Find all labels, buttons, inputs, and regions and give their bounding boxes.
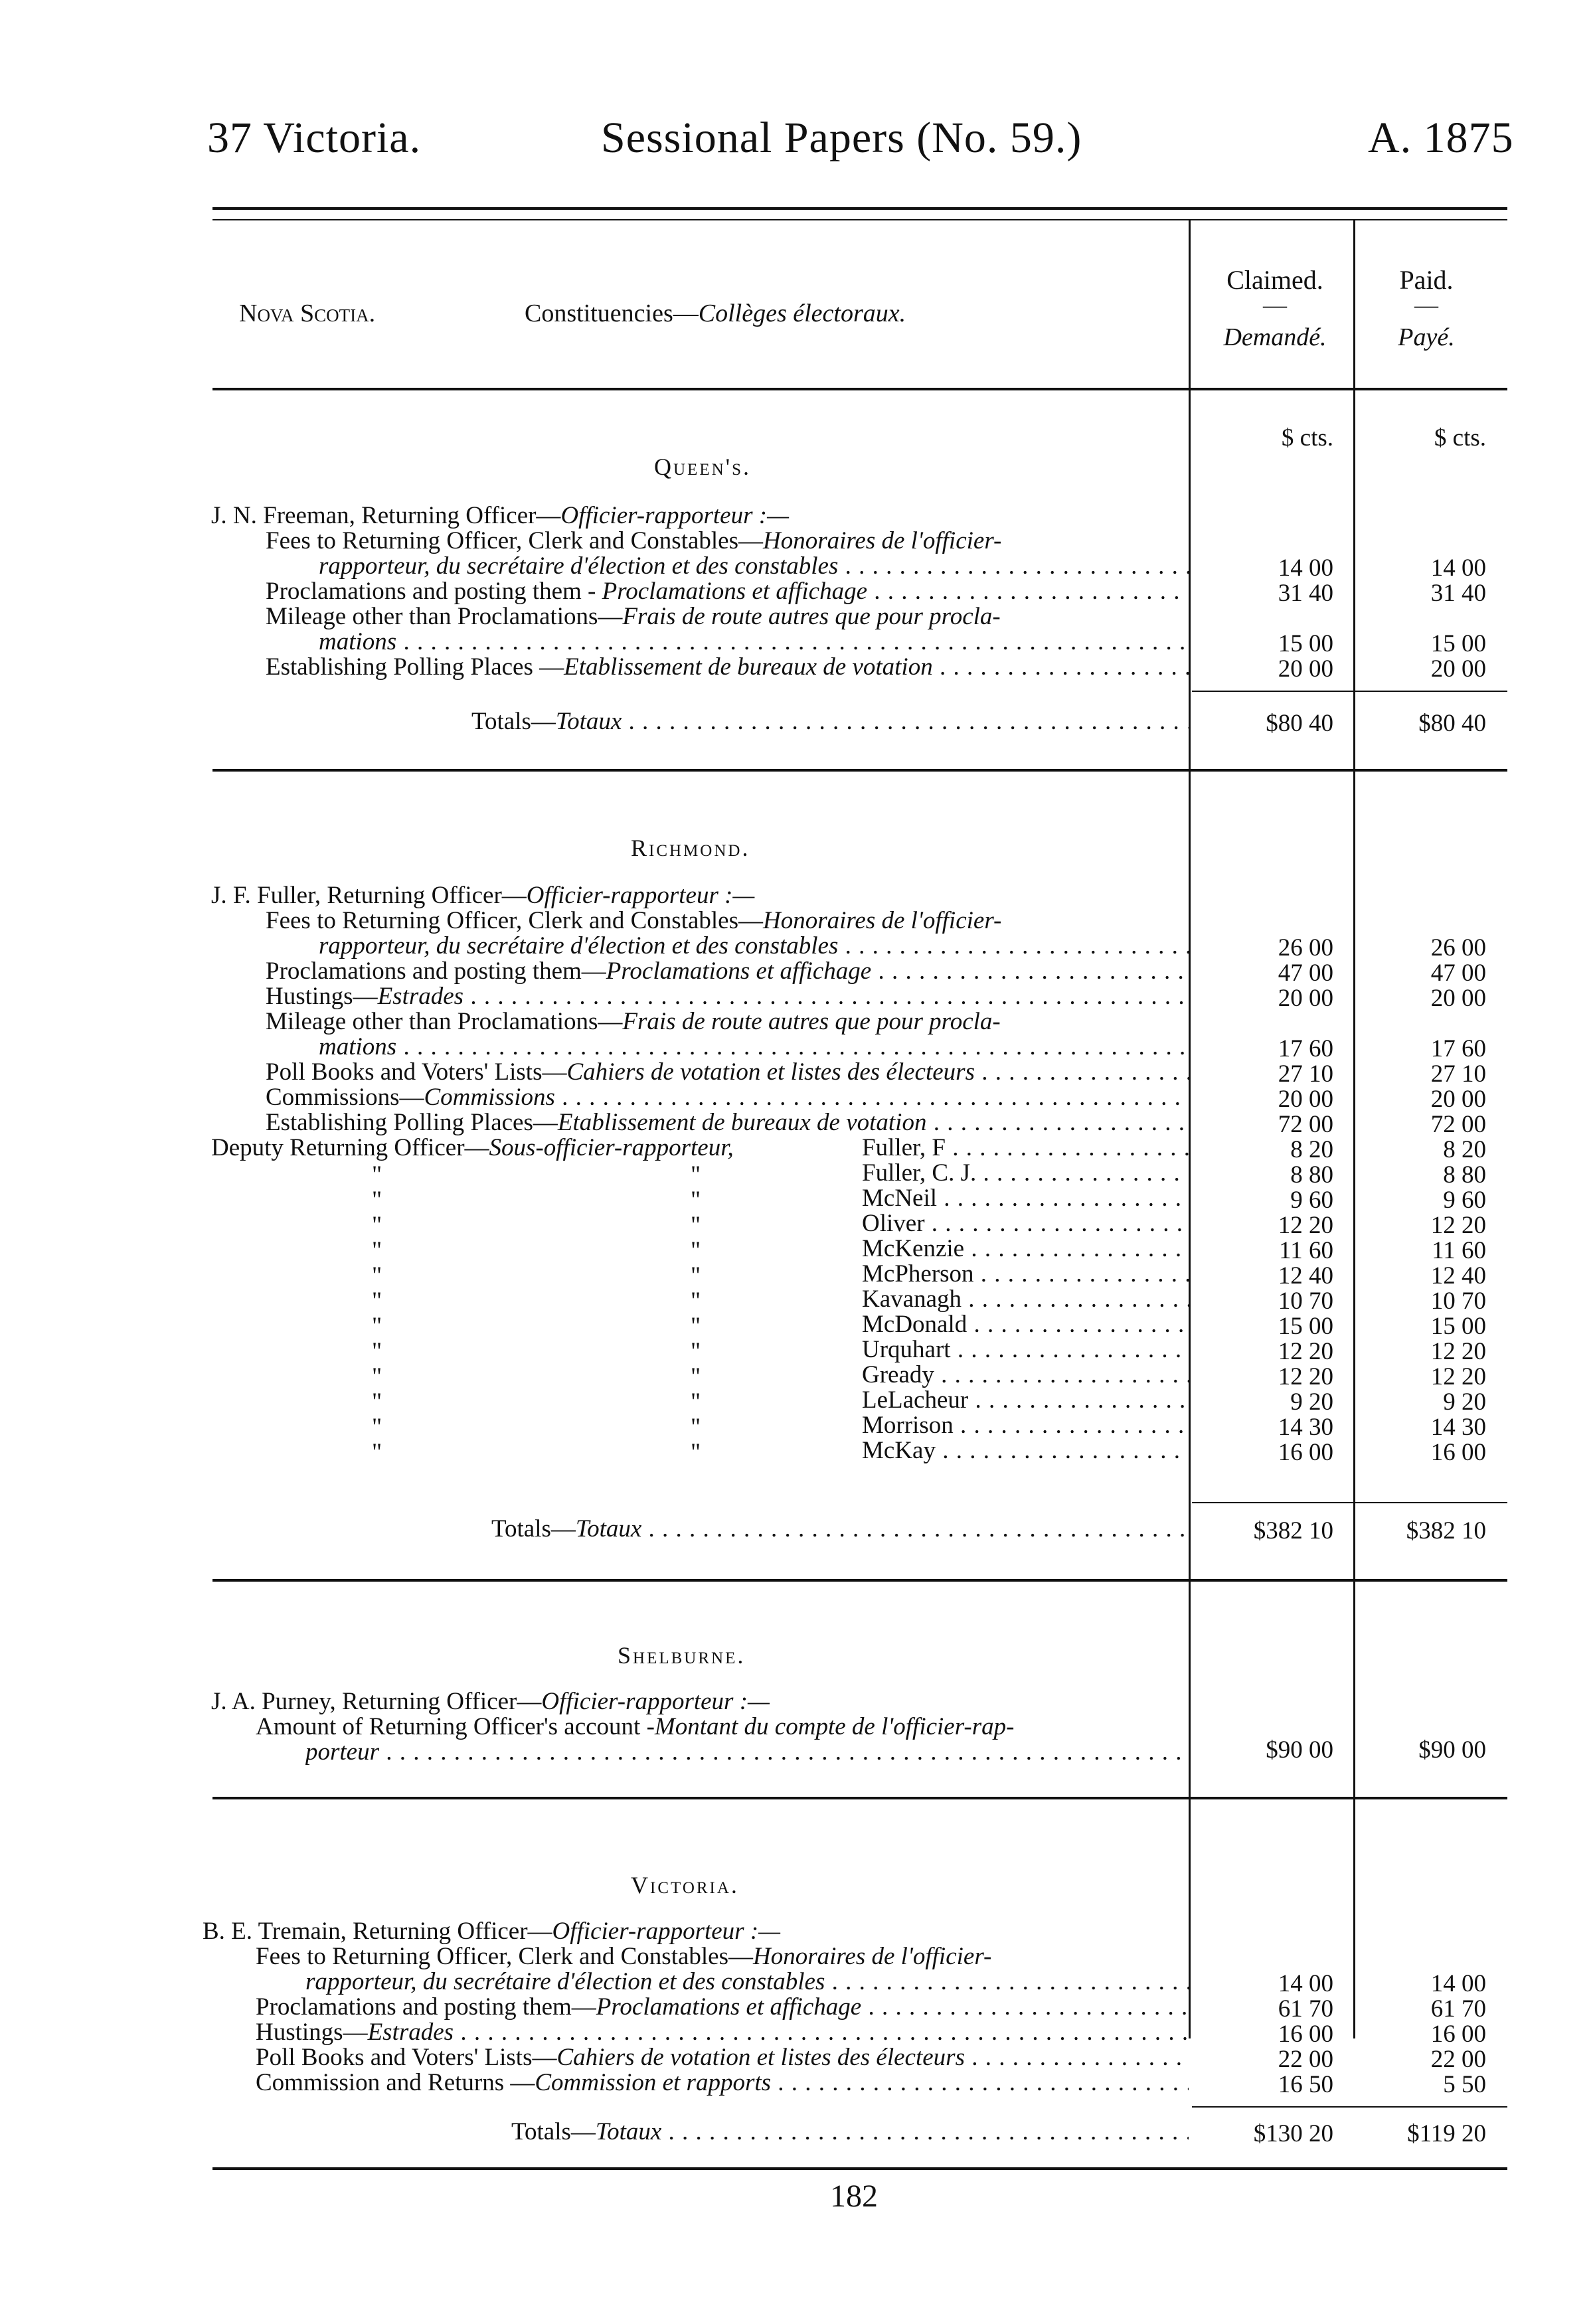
line-fr: porteur [305, 1740, 379, 1765]
totals-label: Totals— [491, 1517, 576, 1542]
deputy-name: Urquhart [862, 1337, 951, 1363]
queens-line-3 [266, 604, 1189, 629]
deputy-row [862, 1287, 1189, 1312]
richmond-line-3 [266, 984, 1189, 1009]
amount-paid: 15 00 [1430, 1313, 1486, 1340]
totals-label-fr: Totaux [595, 2119, 662, 2145]
amount-paid: 15 00 [1430, 630, 1486, 657]
officer-line-shelburne [211, 1689, 1201, 1714]
total-claimed: $80 40 [1266, 710, 1333, 737]
line-en: Mileage other than Proclamations— [266, 1009, 623, 1035]
deputy-row [862, 1236, 1189, 1262]
amount-claimed: 16 00 [1278, 2021, 1333, 2048]
amount-paid: 27 10 [1430, 1060, 1486, 1088]
ditto-mark: " [691, 1439, 701, 1466]
line-en: Hustings— [266, 984, 378, 1009]
line-en: Proclamations and posting them - [266, 579, 602, 604]
amount-paid: 9 60 [1443, 1187, 1486, 1214]
amount-claimed: 47 00 [1278, 959, 1333, 987]
bottom-rule [212, 2167, 1507, 2170]
victoria-line-2 [256, 1995, 1189, 2020]
amount-paid: 61 70 [1430, 1995, 1486, 2023]
amount-claimed: 27 10 [1278, 1060, 1333, 1088]
amount-paid: 20 00 [1430, 1086, 1486, 1113]
amount-claimed: 20 00 [1278, 985, 1333, 1012]
amount-paid: 17 60 [1430, 1035, 1486, 1062]
section-rule [212, 769, 1507, 772]
total-paid: $119 20 [1407, 2120, 1486, 2147]
amount-claimed: 14 00 [1278, 1970, 1333, 1997]
line-fr: rapporteur, du secrétaire d'élection et des constables [305, 1969, 825, 1995]
totals-label: Totals— [471, 709, 556, 734]
amount-claimed: 12 20 [1278, 1212, 1333, 1239]
officer-name: J. F. Fuller, Returning Officer— [211, 883, 527, 908]
deputy-name: Gready [862, 1363, 934, 1388]
amount-paid: 14 30 [1430, 1414, 1486, 1441]
officer-line-richmond [211, 883, 1201, 908]
amount-claimed: 12 40 [1278, 1262, 1333, 1289]
amount-paid: 12 40 [1430, 1262, 1486, 1289]
amount-claimed: 61 70 [1278, 1995, 1333, 2023]
amount-paid: 10 70 [1430, 1287, 1486, 1315]
line-en: Establishing Polling Places— [266, 1110, 558, 1135]
line-fr: Honoraires de l'officier- [753, 1944, 992, 1969]
officer-role-fr: Officier-rapporteur :— [560, 503, 789, 529]
line-fr: Cahiers de votation et listes des électeurs [556, 2045, 965, 2070]
ditto-mark: " [372, 1414, 382, 1441]
amount-claimed: 16 00 [1278, 1439, 1333, 1466]
total-claimed: $382 10 [1253, 1517, 1333, 1544]
deputy-row [862, 1438, 1189, 1463]
line-fr: Montant du compte de l'officier-rap- [654, 1714, 1015, 1740]
victoria-line-5 [256, 2070, 1189, 2096]
amount-paid: 47 00 [1430, 959, 1486, 987]
deputy-row [862, 1186, 1189, 1211]
line-fr: mations [319, 1035, 397, 1060]
deputy-name: McKenzie [862, 1236, 965, 1262]
section-rule [212, 1579, 1507, 1582]
amount-paid: 14 00 [1430, 1970, 1486, 1997]
deputy-row [862, 1161, 1189, 1186]
deputy-row [862, 1337, 1189, 1363]
amount-paid: 72 00 [1430, 1111, 1486, 1138]
ditto-mark: " [691, 1262, 701, 1289]
amount-paid: 20 00 [1430, 655, 1486, 683]
header-volume: 37 Victoria. [207, 114, 422, 162]
amount-claimed: 12 20 [1278, 1363, 1333, 1390]
totals-label-fr: Totaux [575, 1517, 642, 1542]
shelburne-line-1 [305, 1740, 1189, 1765]
ditto-mark: " [691, 1237, 701, 1264]
subtotal-rule [1192, 2106, 1507, 2108]
total-paid: $382 10 [1406, 1517, 1486, 1544]
amount-claimed: 72 00 [1278, 1111, 1333, 1138]
section-title-queens: Queen's. [654, 454, 752, 480]
ditto-mark: " [691, 1212, 701, 1239]
line-fr: Honoraires de l'officier- [763, 908, 1002, 934]
line-fr: Honoraires de l'officier- [763, 529, 1002, 554]
paid-dash: — [1414, 291, 1438, 318]
queens-line-5 [266, 655, 1189, 680]
amount-claimed: 31 40 [1278, 580, 1333, 607]
amount-paid: 16 00 [1430, 2021, 1486, 2048]
line-fr: Etablissement de bureaux de votation [557, 1110, 927, 1135]
amount-paid: 14 00 [1430, 554, 1486, 582]
amount-claimed: 12 20 [1278, 1338, 1333, 1365]
ditto-mark: " [372, 1161, 382, 1189]
victoria-line-1 [305, 1969, 1189, 1995]
richmond-line-1 [319, 934, 1189, 959]
deputy-label-fr: Sous-officier-rapporteur, [489, 1135, 734, 1161]
ditto-mark: " [372, 1187, 382, 1214]
line-en: Fees to Returning Officer, Clerk and Constables— [266, 908, 763, 934]
line-fr: Cahiers de votation et listes des électeurs [566, 1060, 975, 1085]
deputy-name: Morrison [862, 1413, 954, 1438]
ditto-mark: " [372, 1363, 382, 1390]
amount-paid: 20 00 [1430, 985, 1486, 1012]
richmond-totals [491, 1517, 1189, 1542]
section-title-richmond: Richmond. [631, 835, 750, 861]
amount-claimed: 11 60 [1279, 1237, 1333, 1264]
line-en: Amount of Returning Officer's account - [256, 1714, 655, 1740]
claimed-header: Claimed. [1226, 265, 1323, 295]
queens-line-1 [319, 554, 1189, 579]
constituencies-label [525, 299, 906, 328]
richmond-line-5 [319, 1035, 1189, 1060]
amount-claimed: 16 50 [1278, 2071, 1333, 2098]
column-divider-claimed [1189, 219, 1191, 2038]
amount-claimed: 14 30 [1278, 1414, 1333, 1441]
deputy-row [862, 1262, 1189, 1287]
total-claimed: $130 20 [1253, 2120, 1333, 2147]
amount-paid: 26 00 [1430, 934, 1486, 961]
amount-paid: 12 20 [1430, 1363, 1486, 1390]
line-fr: Frais de route autres que pour procla- [622, 1009, 1001, 1035]
richmond-line-2 [266, 959, 1189, 984]
amount-paid: 8 80 [1443, 1161, 1486, 1189]
totals-label: Totals— [511, 2119, 596, 2145]
ditto-mark: " [691, 1388, 701, 1416]
ditto-mark: " [372, 1388, 382, 1416]
queens-totals [471, 709, 1189, 734]
province-label: Nova Scotia. [239, 299, 376, 327]
officer-name: J. A. Purney, Returning Officer— [211, 1689, 542, 1714]
ditto-mark: " [691, 1363, 701, 1390]
ditto-mark: " [691, 1287, 701, 1315]
amount-paid: 31 40 [1430, 580, 1486, 607]
line-en: Establishing Polling Places — [266, 655, 564, 680]
amount-claimed: 20 00 [1278, 655, 1333, 683]
deputy-label [211, 1135, 862, 1161]
deputy-row [862, 1388, 1189, 1413]
line-fr: Estrades [377, 984, 464, 1009]
ditto-mark: " [691, 1161, 701, 1189]
amount-paid: 11 60 [1432, 1237, 1486, 1264]
claimed-header-fr: Demandé. [1223, 323, 1327, 351]
header-rule [212, 388, 1507, 390]
richmond-line-4 [266, 1009, 1189, 1035]
line-en: Mileage other than Proclamations— [266, 604, 623, 629]
line-fr: Proclamations et affichage [602, 579, 868, 604]
officer-role-fr: Officier-rapporteur :— [552, 1919, 781, 1944]
line-fr: Commissions [424, 1085, 555, 1110]
ditto-mark: " [691, 1338, 701, 1365]
total-paid: $90 00 [1418, 1736, 1486, 1764]
total-claimed: $90 00 [1266, 1736, 1333, 1764]
richmond-line-8 [266, 1110, 1189, 1135]
amount-claimed: 15 00 [1278, 630, 1333, 657]
currency-paid: $ cts. [1434, 424, 1486, 452]
victoria-line-0 [256, 1944, 1189, 1969]
line-en: Proclamations and posting them— [266, 959, 606, 984]
deputy-row [862, 1135, 1189, 1161]
amount-claimed: 14 00 [1278, 554, 1333, 582]
line-fr: Commission et rapports [535, 2070, 772, 2096]
victoria-totals [511, 2119, 1189, 2145]
amount-claimed: 20 00 [1278, 1086, 1333, 1113]
deputy-row [862, 1363, 1189, 1388]
officer-name: B. E. Tremain, Returning Officer— [203, 1919, 552, 1944]
deputy-name: Fuller, F [862, 1135, 946, 1161]
ditto-mark: " [691, 1187, 701, 1214]
line-fr: Proclamations et affichage [596, 1995, 862, 2020]
ditto-mark: " [372, 1212, 382, 1239]
victoria-line-3 [256, 2020, 1189, 2045]
ditto-mark: " [691, 1414, 701, 1441]
deputy-row [862, 1413, 1189, 1438]
richmond-line-6 [266, 1060, 1189, 1085]
amount-claimed: 26 00 [1278, 934, 1333, 961]
deputy-name: McDonald [862, 1312, 967, 1337]
section-title-shelburne: Shelburne. [618, 1642, 746, 1669]
line-en: Fees to Returning Officer, Clerk and Constables— [256, 1944, 753, 1969]
deputy-name: LeLacheur [862, 1388, 969, 1413]
amount-paid: 5 50 [1443, 2071, 1486, 2098]
amount-claimed: 22 00 [1278, 2046, 1333, 2073]
ditto-mark: " [372, 1262, 382, 1289]
line-en: Commissions— [266, 1085, 424, 1110]
ditto-mark: " [691, 1313, 701, 1340]
line-en: Poll Books and Voters' Lists— [266, 1060, 567, 1085]
ditto-mark: " [372, 1439, 382, 1466]
line-fr: Estrades [367, 2020, 454, 2045]
queens-line-2 [266, 579, 1189, 604]
line-en: Hustings— [256, 2020, 368, 2045]
ditto-mark: " [372, 1313, 382, 1340]
amount-paid: 9 20 [1443, 1388, 1486, 1416]
subtotal-rule [1192, 1502, 1507, 1503]
deputy-name: Fuller, C. J. [862, 1161, 977, 1186]
line-fr: rapporteur, du secrétaire d'élection et des constables [319, 554, 839, 579]
line-fr: Etablissement de bureaux de votation [564, 655, 933, 680]
amount-paid: 12 20 [1430, 1338, 1486, 1365]
column-divider-paid [1353, 219, 1355, 2038]
ditto-mark: " [372, 1287, 382, 1315]
deputy-name: Kavanagh [862, 1287, 962, 1312]
header-title: Sessional Papers (No. 59.) [601, 114, 1082, 162]
subtotal-rule [1192, 691, 1507, 692]
amount-claimed: 9 20 [1290, 1388, 1333, 1416]
top-rule [212, 207, 1507, 210]
officer-name: J. N. Freeman, Returning Officer— [211, 503, 561, 529]
line-fr: mations [319, 629, 397, 655]
officer-role-fr: Officier-rapporteur :— [541, 1689, 770, 1714]
deputy-name: McPherson [862, 1262, 974, 1287]
deputy-row [862, 1211, 1189, 1236]
amount-paid: 16 00 [1430, 1439, 1486, 1466]
amount-claimed: 8 20 [1290, 1136, 1333, 1163]
deputy-name: Oliver [862, 1211, 925, 1236]
constituencies-fr: Collèges électoraux. [698, 299, 906, 327]
line-en: Fees to Returning Officer, Clerk and Constables— [266, 529, 763, 554]
amount-claimed: 17 60 [1278, 1035, 1333, 1062]
deputy-name: McKay [862, 1438, 936, 1463]
line-fr: Proclamations et affichage [606, 959, 872, 984]
shelburne-line-0 [256, 1714, 1189, 1740]
officer-line-queens [211, 503, 1201, 529]
officer-line-victoria [203, 1919, 1192, 1944]
amount-claimed: 9 60 [1290, 1187, 1333, 1214]
victoria-line-4 [256, 2045, 1189, 2070]
line-fr: rapporteur, du secrétaire d'élection et des constables [319, 934, 839, 959]
totals-label-fr: Totaux [555, 709, 622, 734]
paid-header-fr: Payé. [1398, 323, 1455, 351]
constituencies-en: Constituencies [525, 299, 673, 327]
deputy-row [862, 1312, 1189, 1337]
total-paid: $80 40 [1418, 710, 1486, 737]
queens-line-0 [266, 529, 1189, 554]
top-rule-thin [212, 219, 1507, 220]
line-fr: Frais de route autres que pour procla- [622, 604, 1001, 629]
section-title-victoria: Victoria. [631, 1872, 739, 1898]
amount-paid: 12 20 [1430, 1212, 1486, 1239]
line-en: Poll Books and Voters' Lists— [256, 2045, 557, 2070]
line-en: Proclamations and posting them— [256, 1995, 596, 2020]
amount-claimed: 10 70 [1278, 1287, 1333, 1315]
amount-claimed: 8 80 [1290, 1161, 1333, 1189]
amount-paid: 22 00 [1430, 2046, 1486, 2073]
amount-paid: 8 20 [1443, 1136, 1486, 1163]
paid-header: Paid. [1399, 265, 1454, 295]
richmond-line-0 [266, 908, 1189, 934]
deputy-name: McNeil [862, 1186, 938, 1211]
constituencies-dash: — [673, 299, 699, 327]
claimed-dash: — [1263, 291, 1287, 318]
officer-role-fr: Officier-rapporteur :— [526, 883, 755, 908]
section-rule [212, 1797, 1507, 1799]
ditto-mark: " [372, 1338, 382, 1365]
richmond-line-7 [266, 1085, 1189, 1110]
ditto-mark: " [372, 1237, 382, 1264]
currency-claimed: $ cts. [1281, 424, 1333, 452]
line-en: Commission and Returns — [256, 2070, 535, 2096]
page-number: 182 [830, 2179, 878, 2214]
header-year: A. 1875 [1368, 114, 1514, 162]
deputy-label-en: Deputy Returning Officer— [211, 1135, 489, 1161]
amount-claimed: 15 00 [1278, 1313, 1333, 1340]
queens-line-4 [319, 629, 1189, 655]
